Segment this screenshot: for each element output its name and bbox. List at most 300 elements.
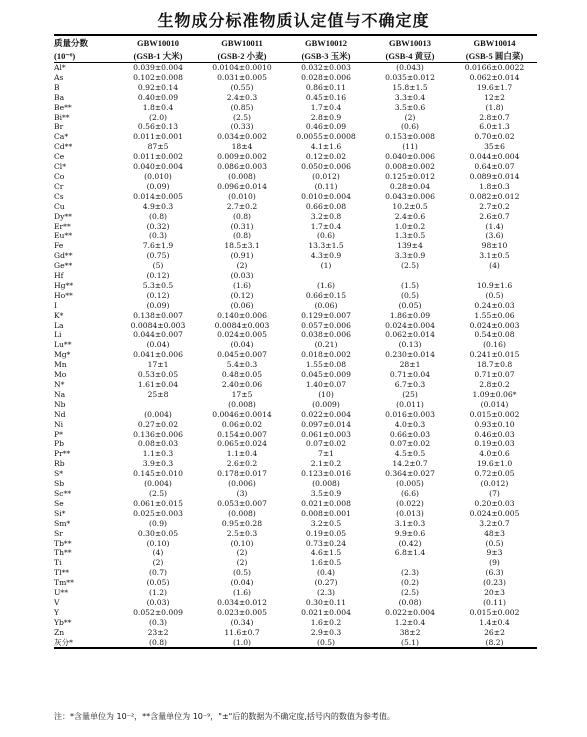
value-cell-col5: 2.6±0.7 <box>479 211 510 221</box>
element-symbol: Li <box>54 330 62 340</box>
value-cell-col2: 0.086±0.003 <box>217 162 267 172</box>
value-cell-col2: 0.034±0.012 <box>217 597 267 607</box>
table-row <box>54 182 537 192</box>
value-cell-col5: (3.6) <box>485 231 504 241</box>
value-cell-col4: (0.005) <box>396 479 424 489</box>
value-cell-col3: 1.6±0.2 <box>310 617 342 627</box>
table-row <box>54 628 537 638</box>
element-symbol: Sr <box>54 528 63 538</box>
value-cell-col5: 0.024±0.005 <box>469 508 520 518</box>
value-cell-col1: (0.12) <box>146 271 170 281</box>
table-row <box>54 410 537 420</box>
value-cell-col3: 0.46±0.09 <box>305 122 347 132</box>
value-cell-col5: 0.54±0.08 <box>474 330 515 340</box>
element-symbol: Ge** <box>54 261 73 271</box>
value-cell-col2: 0.023±0.005 <box>217 607 267 617</box>
element-symbol: Er** <box>54 221 71 231</box>
table-row <box>54 420 537 430</box>
element-symbol: S* <box>54 469 63 479</box>
value-cell-col4: (2.3) <box>400 568 419 578</box>
value-cell-col1: 87±5 <box>147 142 169 152</box>
value-cell-col4 <box>368 271 452 281</box>
table-row <box>54 360 537 370</box>
value-cell-col3: 3.2±0.8 <box>310 211 342 221</box>
header-name-4: (GSB-4 黄豆) <box>385 51 435 61</box>
value-cell-col5: 0.93±0.10 <box>474 419 515 429</box>
value-cell-col4: (0.6) <box>400 122 419 132</box>
element-symbol: Sb <box>54 479 65 489</box>
value-cell-col2: (0.8) <box>232 231 251 241</box>
element-symbol: Ti <box>54 558 62 568</box>
value-cell-col4: 0.035±0.012 <box>385 72 435 82</box>
element-symbol: Ba <box>54 92 65 102</box>
value-cell-col5: (6.3) <box>485 568 504 578</box>
element-symbol: Cl* <box>54 162 67 172</box>
value-cell-col2: 0.95±0.28 <box>221 518 263 528</box>
value-cell-col5: 1.09±0.06* <box>472 389 517 399</box>
value-cell-col3: 0.86±0.11 <box>305 82 347 92</box>
value-cell-col1: (0.09) <box>146 300 170 310</box>
value-cell-col5: 0.46±0.03 <box>474 429 515 439</box>
value-cell-col2: (2.5) <box>232 112 251 122</box>
element-symbol: Al* <box>54 63 66 72</box>
value-cell-col5: 18.7±0.8 <box>476 360 513 370</box>
element-symbol: Pb <box>54 439 64 449</box>
element-symbol: B <box>54 82 60 92</box>
element-symbol: Cd** <box>54 142 73 152</box>
value-cell-col1: 23±2 <box>147 627 169 637</box>
value-cell-col4: 0.71±0.04 <box>389 370 431 380</box>
value-cell-col4: (1.5) <box>400 280 419 290</box>
value-cell-col2: (0.008) <box>228 171 256 181</box>
value-cell-col4: 0.07±0.02 <box>389 439 431 449</box>
table-row <box>54 63 537 73</box>
value-cell-col3: 13.3±1.5 <box>308 241 344 251</box>
table-row <box>54 142 537 152</box>
value-cell-col4: 3.3±0.9 <box>394 251 426 261</box>
value-cell-col3: (0.5) <box>316 637 335 647</box>
table-row <box>54 380 537 390</box>
element-symbol: Tl** <box>54 568 70 578</box>
value-cell-col4: 9.9±0.6 <box>394 528 426 538</box>
value-cell-col5: 2.8±0.7 <box>479 112 510 122</box>
value-cell-col3: 0.045±0.009 <box>301 370 351 380</box>
value-cell-col3: (0.27) <box>314 578 338 588</box>
value-cell-col5: 0.062±0.014 <box>469 72 520 82</box>
value-cell-col1: 0.30±0.05 <box>137 528 179 538</box>
value-cell-col5: (0.16) <box>483 340 506 350</box>
table-row <box>54 172 537 182</box>
value-cell-col2: (0.8) <box>232 211 251 221</box>
value-cell-col5: (9) <box>489 558 500 568</box>
value-cell-col2: 2.7±0.2 <box>226 201 258 211</box>
bottom-rule <box>54 647 537 649</box>
value-cell-col2: (0.03) <box>230 271 254 281</box>
value-cell-col3: (0.21) <box>314 340 338 350</box>
value-cell-col2: (0.04) <box>230 578 254 588</box>
value-cell-col5: 2.7±0.2 <box>479 201 510 211</box>
value-cell-col5: 9±3 <box>486 548 503 558</box>
value-cell-col2: 2.5±0.3 <box>226 528 258 538</box>
value-cell-col1: 0.08±0.03 <box>137 439 179 449</box>
value-cell-col4: (0.5) <box>400 290 419 300</box>
value-cell-col2: 0.0084±0.003 <box>214 320 270 330</box>
value-cell-col4: 6.7±0.3 <box>394 380 426 389</box>
table-row <box>54 449 537 459</box>
value-cell-col2: (1.0) <box>232 637 251 647</box>
value-cell-col5: (0.014) <box>480 399 509 409</box>
value-cell-col4: (6.6) <box>400 488 419 498</box>
value-cell-col1: 25±8 <box>147 389 169 399</box>
value-cell-col2: (0.31) <box>230 221 254 231</box>
value-cell-col3: 1.40±0.07 <box>305 380 347 389</box>
value-cell-col2: 2.40±0.06 <box>221 380 263 389</box>
value-cell-col3: 0.19±0.05 <box>305 528 347 538</box>
value-cell-col4: 0.153±0.008 <box>385 132 435 142</box>
value-cell-col5: 0.044±0.004 <box>469 152 520 162</box>
value-cell-col3: 0.032±0.003 <box>301 63 351 72</box>
value-cell-col4: (25) <box>402 389 418 399</box>
value-cell-col2: 5.4±0.3 <box>226 360 258 370</box>
value-cell-col5: 10.9±1.6 <box>476 280 513 290</box>
value-cell-col5: 48±3 <box>484 528 505 538</box>
table-body <box>54 63 537 648</box>
element-symbol: Zn <box>54 627 65 637</box>
value-cell-col4: (5.1) <box>400 637 419 647</box>
value-cell-col1: 0.102±0.008 <box>133 72 183 82</box>
value-cell-col4: 1.0±0.2 <box>394 221 426 231</box>
value-cell-col4: 0.040±0.006 <box>385 152 435 162</box>
value-cell-col1: (2.5) <box>148 488 167 498</box>
page-title: 生物成分标准物质认定值与不确定度 <box>157 11 430 30</box>
value-cell-col3: 1.7±0.4 <box>310 221 342 231</box>
value-cell-col5: 12±2 <box>484 92 505 102</box>
table-row <box>54 489 537 499</box>
value-cell-col4: 3.3±0.4 <box>394 92 426 102</box>
element-symbol: K* <box>54 310 64 320</box>
value-cell-col4: 28±1 <box>399 360 421 370</box>
value-cell-col1: 0.53±0.05 <box>137 370 179 380</box>
element-symbol: N* <box>54 380 65 389</box>
value-cell-col5: 0.082±0.012 <box>469 191 520 201</box>
value-cell-col3: (2.3) <box>316 588 335 598</box>
value-cell-col2: 0.009±0.002 <box>217 152 267 162</box>
value-cell-col5: 35±6 <box>484 142 505 152</box>
value-cell-col5: (0.11) <box>483 597 506 607</box>
value-cell-col1: 7.6±1.9 <box>142 241 174 251</box>
value-cell-col5: 19.6±1.0 <box>476 459 513 469</box>
element-symbol: Hg** <box>54 280 74 290</box>
table-row <box>54 251 537 261</box>
value-cell-col2: 0.178±0.017 <box>217 469 267 479</box>
value-cell-col1: (0.9) <box>148 518 167 528</box>
value-cell-col1: 0.044±0.007 <box>133 330 183 340</box>
element-symbol: Ce <box>54 152 65 162</box>
table-row <box>54 202 537 212</box>
table-row <box>54 281 537 291</box>
value-cell-col1: (0.7) <box>148 568 167 578</box>
table-row <box>54 132 537 142</box>
value-cell-col5: 0.71±0.07 <box>474 370 515 380</box>
element-symbol: Rb <box>54 459 65 469</box>
value-cell-col3: 0.0055±0.0008 <box>296 132 356 142</box>
element-symbol: Pr** <box>54 449 71 459</box>
value-cell-col2: (2) <box>236 558 248 568</box>
value-cell-col4: 1.2±0.4 <box>394 617 426 627</box>
value-cell-col4: (0.043) <box>396 63 424 72</box>
value-cell-col1: (0.010) <box>144 171 172 181</box>
element-symbol: P* <box>54 429 63 439</box>
value-cell-col3: 3.5±0.9 <box>310 488 342 498</box>
table-row <box>54 469 537 479</box>
element-symbol: Th** <box>54 548 72 558</box>
value-cell-col2: 11.6±0.7 <box>224 627 260 637</box>
value-cell-col4: 139±4 <box>397 241 423 251</box>
value-cell-col1: 0.041±0.006 <box>133 350 183 360</box>
value-cell-col4: 0.062±0.014 <box>385 330 435 340</box>
table-row <box>54 93 537 103</box>
value-cell-col3: (0.06) <box>314 300 338 310</box>
value-cell-col3: (0.008) <box>312 479 340 489</box>
value-cell-col4: 0.28±0.04 <box>389 181 431 191</box>
value-cell-col5: (7) <box>489 488 500 498</box>
value-cell-col4: (2.5) <box>400 261 419 271</box>
value-cell-col5: (1.4) <box>485 221 504 231</box>
value-cell-col5: (4) <box>489 261 500 271</box>
header-name-5: (GSB-5 圆白菜) <box>465 51 524 61</box>
element-symbol: Tb** <box>54 538 72 548</box>
value-cell-col5: 0.72±0.05 <box>474 469 515 479</box>
value-cell-col4: 4.5±0.5 <box>394 449 426 459</box>
value-cell-col4: (0.42) <box>398 538 422 548</box>
header-name-1: (GSB-1 大米) <box>133 51 183 61</box>
value-cell-col4: 15.8±1.5 <box>392 82 428 92</box>
value-cell-col3: 0.018±0.002 <box>301 350 351 360</box>
value-cell-col3: (0.11) <box>314 181 338 191</box>
header-code-3: GBW10012 <box>304 38 348 48</box>
value-cell-col5: 1.8±0.3 <box>479 181 510 191</box>
value-cell-col5: (1.8) <box>485 102 504 112</box>
value-cell-col2: 0.031±0.005 <box>217 72 267 82</box>
value-cell-col1: 0.27±0.02 <box>137 419 179 429</box>
value-cell-col4: (2) <box>404 112 416 122</box>
value-cell-col3: 2.8±0.9 <box>310 112 342 122</box>
value-cell-col1: (0.12) <box>146 290 170 300</box>
value-cell-col4: 6.8±1.4 <box>394 548 426 558</box>
value-cell-col2: (0.008) <box>228 399 256 409</box>
value-cell-col5: (0.5) <box>485 538 504 548</box>
table-row <box>54 499 537 509</box>
value-cell-col2: 1.1±0.4 <box>226 449 258 459</box>
value-cell-col4: (0.08) <box>398 597 422 607</box>
footnote: 注：*含量单位为 10⁻²，**含量单位为 10⁻⁹，"±"后的数据为不确定度,括号内的数值为参考值。 <box>54 712 395 721</box>
value-cell-col4: 14.2±0.7 <box>392 459 428 469</box>
table-row <box>54 618 537 628</box>
value-cell-col4: 0.364±0.027 <box>385 469 435 479</box>
table-row <box>54 222 537 232</box>
value-cell-col2: (0.33) <box>230 122 254 132</box>
table-row <box>54 311 537 321</box>
table-row <box>54 340 537 350</box>
value-cell-col2: (0.55) <box>230 82 254 92</box>
value-cell-col3: 0.008±0.001 <box>301 508 351 518</box>
value-cell-col1: (4) <box>152 548 164 558</box>
table-row <box>54 430 537 440</box>
value-cell-col5: 98±10 <box>481 241 508 251</box>
value-cell-col2: (0.91) <box>230 251 254 261</box>
element-symbol: Ho** <box>54 290 73 300</box>
value-cell-col1: 0.011±0.002 <box>133 152 183 162</box>
value-cell-col1: (5) <box>152 261 164 271</box>
value-cell-col4: 10.2±0.5 <box>392 201 428 211</box>
table-row <box>54 192 537 202</box>
value-cell-col3 <box>284 271 368 281</box>
value-cell-col1: 0.011±0.001 <box>133 132 183 142</box>
element-symbol: Bi** <box>54 112 70 122</box>
element-symbol: Se <box>54 498 64 508</box>
value-cell-col1: 3.9±0.3 <box>142 459 174 469</box>
value-cell-col1: (2) <box>152 558 164 568</box>
value-cell-col2: (1.6) <box>232 280 251 290</box>
table-row <box>54 400 537 410</box>
value-cell-col3: (0.4) <box>316 568 335 578</box>
value-cell-col1: 0.136±0.006 <box>133 429 183 439</box>
value-cell-col5: 6.0±1.3 <box>479 122 510 132</box>
table-row <box>54 152 537 162</box>
table-row <box>54 301 537 311</box>
value-cell-col2: 0.48±0.05 <box>221 370 263 380</box>
value-cell-col1: 0.025±0.003 <box>133 508 183 518</box>
element-symbol: Na <box>54 389 66 399</box>
element-symbol: Ni <box>54 419 64 429</box>
value-cell-col1: (0.8) <box>148 637 167 647</box>
value-cell-col4: (2.5) <box>400 588 419 598</box>
reference-values-table <box>54 34 537 649</box>
table-row <box>54 83 537 93</box>
table-row <box>54 162 537 172</box>
value-cell-col1: (0.004) <box>144 479 172 489</box>
table-row <box>54 548 537 558</box>
table-row <box>54 459 537 469</box>
value-cell-col3: 0.66±0.15 <box>305 290 347 300</box>
value-cell-col5: 0.241±0.015 <box>469 350 520 360</box>
value-cell-col3: 4.1±1.6 <box>310 142 342 152</box>
value-cell-col2: (0.010) <box>228 191 256 201</box>
value-cell-col4: 3.1±0.3 <box>394 518 426 528</box>
value-cell-col3: 0.061±0.003 <box>301 429 351 439</box>
table-row <box>54 350 537 360</box>
value-cell-col1: 0.040±0.004 <box>133 162 183 172</box>
element-symbol: U** <box>54 588 68 598</box>
value-cell-col5: 3.1±0.5 <box>479 251 510 261</box>
element-symbol: V <box>54 597 60 607</box>
header-code-5: GBW10014 <box>473 38 516 48</box>
value-cell-col5: 0.64±0.07 <box>474 162 515 172</box>
value-cell-col4: 0.022±0.004 <box>385 607 435 617</box>
value-cell-col1: 4.9±0.3 <box>142 201 174 211</box>
table-row <box>54 439 537 449</box>
element-symbol: Cr <box>54 181 64 191</box>
value-cell-col1: (1.2) <box>148 588 167 598</box>
value-cell-col5: 3.2±0.7 <box>479 518 510 528</box>
table-row <box>54 390 537 400</box>
value-cell-col5: (0.23) <box>483 578 506 588</box>
value-cell-col2: 0.034±0.002 <box>217 132 267 142</box>
element-symbol: Mo <box>54 370 67 380</box>
value-cell-col2: (0.5) <box>232 568 251 578</box>
value-cell-col3: 1.6±0.5 <box>310 558 342 568</box>
table-row <box>54 598 537 608</box>
value-cell-col3: 0.022±0.004 <box>301 409 351 419</box>
value-cell-col1: 1.1±0.3 <box>142 449 174 459</box>
value-cell-col3: 0.050±0.006 <box>301 162 351 172</box>
element-symbol: Tm** <box>54 578 74 588</box>
value-cell-col5: 0.0166±0.0022 <box>464 63 525 72</box>
value-cell-col1 <box>116 400 200 410</box>
value-cell-col2: 0.0104±0.0010 <box>212 63 272 72</box>
value-cell-col4: (0.13) <box>398 340 422 350</box>
element-symbol: Gd** <box>54 251 73 261</box>
value-cell-col3: 0.123±0.016 <box>301 469 351 479</box>
table-row <box>54 122 537 132</box>
value-cell-col4: 1.86±0.09 <box>389 310 431 320</box>
value-cell-col3: 0.097±0.014 <box>301 419 351 429</box>
value-cell-col3: 0.057±0.006 <box>301 320 351 330</box>
value-cell-col1: 0.56±0.13 <box>137 122 179 132</box>
value-cell-col5: 2.8±0.2 <box>479 380 510 389</box>
value-cell-col2: 0.140±0.006 <box>217 310 267 320</box>
element-symbol: Be** <box>54 102 72 112</box>
value-cell-col1: 1.61±0.04 <box>137 380 179 389</box>
table-row <box>54 241 537 251</box>
value-cell-col5: 19.6±1.7 <box>476 82 513 92</box>
element-symbol: Fe <box>54 241 64 251</box>
value-cell-col4: 2.4±0.6 <box>394 211 426 221</box>
value-cell-col3: (1) <box>320 261 332 271</box>
element-symbol: Nd <box>54 409 66 419</box>
table-row <box>54 103 537 113</box>
element-symbol: Sc** <box>54 488 72 498</box>
value-cell-col2: 0.0046±0.0014 <box>212 409 272 419</box>
element-symbol: Lu** <box>54 340 72 350</box>
header-name-3: (GSB-3 玉米) <box>301 51 351 61</box>
value-cell-col2: 0.065±0.024 <box>217 439 267 449</box>
value-cell-col4: 0.125±0.012 <box>385 171 435 181</box>
value-cell-col3: (0.6) <box>316 231 335 241</box>
table-row <box>54 529 537 539</box>
value-cell-col1: 0.014±0.005 <box>133 191 183 201</box>
value-cell-col5: (8.2) <box>485 637 504 647</box>
element-symbol: Si* <box>54 508 66 518</box>
value-cell-col2: 0.024±0.005 <box>217 330 267 340</box>
table-header <box>54 36 537 63</box>
value-cell-col3: 0.010±0.004 <box>301 191 351 201</box>
value-cell-col5: 0.24±0.03 <box>474 300 515 310</box>
element-symbol: Hf <box>54 271 64 281</box>
value-cell-col2: 0.154±0.007 <box>217 429 267 439</box>
header-name-2: (GSB-2 小麦) <box>217 51 267 61</box>
value-cell-col4: 0.016±0.003 <box>385 409 435 419</box>
value-cell-col1: 0.138±0.007 <box>133 310 183 320</box>
element-symbol: Br <box>54 122 64 132</box>
value-cell-col2: 2.6±0.2 <box>226 459 258 469</box>
value-cell-col2: (2) <box>236 548 248 558</box>
value-cell-col5: 1.4±0.4 <box>479 617 510 627</box>
table-row <box>54 212 537 222</box>
value-cell-col5: (0.5) <box>485 290 504 300</box>
value-cell-col3: 0.07±0.02 <box>305 439 347 449</box>
value-cell-col2: (0.006) <box>228 479 256 489</box>
